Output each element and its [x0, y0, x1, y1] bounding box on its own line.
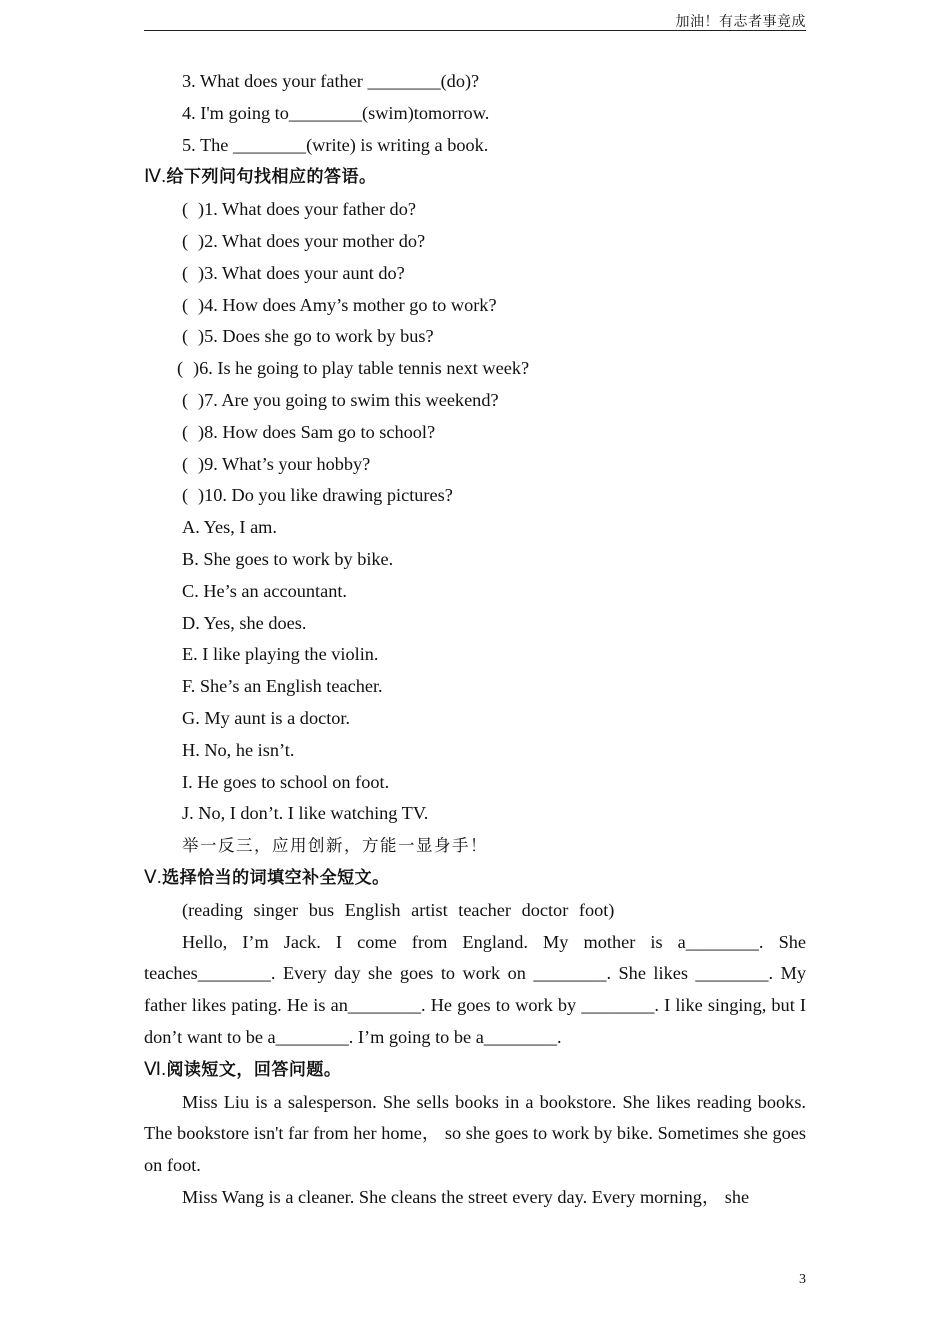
question-8: [144, 417, 806, 449]
question-text: )9. What’s your hobby?: [198, 453, 371, 474]
question-6: [144, 353, 806, 385]
question-text: )2. What does your mother do?: [198, 230, 426, 251]
answer-option-g: G. My aunt is a doctor.: [182, 707, 351, 728]
answer-option-j: J. No, I don’t. I like watching TV.: [182, 803, 429, 824]
question-7: [144, 385, 806, 417]
question-5: [144, 321, 806, 353]
fill-item-5: 5. The ________(write) is writing a book.: [182, 134, 489, 155]
section-6-heading: [144, 1054, 806, 1087]
section-6-title: 阅读短文，回答问题。: [166, 1059, 342, 1080]
cloze-passage: Hello, I’m Jack. I come from England. My mother is a________. She teaches________. Every day she goes to work on ________. She likes ________. My father likes pating. He is an________. He goes to work by ________. I like singing, but I don’t want to be a________. I’m going to be a________.: [144, 931, 806, 1047]
question-3: [144, 258, 806, 290]
answer-blank[interactable]: (: [182, 262, 189, 283]
answer-blank[interactable]: (: [182, 389, 189, 410]
answer-blank[interactable]: (: [182, 421, 189, 442]
fill-item-4: 4. I'm going to________(swim)tomorrow.: [182, 102, 490, 123]
answer-option-b: B. She goes to work by bike.: [182, 548, 394, 569]
header-rule: [144, 30, 806, 31]
answer-blank[interactable]: (: [182, 199, 189, 220]
reading-paragraph-1: Miss Liu is a salesperson. She sells books in a bookstore. She likes reading books. The bookstore isn't far from her home， so she goes to work by bike. Sometimes she goes on foot.: [144, 1091, 806, 1176]
answer-option-a: A. Yes, I am.: [182, 517, 277, 538]
fill-item-3: 3. What does your father ________(do)?: [182, 71, 480, 91]
question-9: [144, 449, 806, 481]
answer-blank[interactable]: (: [182, 230, 189, 251]
answer-blank[interactable]: (: [182, 294, 189, 315]
question-2: [144, 226, 806, 258]
question-text: )7. Are you going to swim this weekend?: [198, 389, 499, 410]
question-text: )1. What does your father do?: [198, 199, 416, 220]
answer-blank[interactable]: (: [177, 358, 184, 379]
answer-option-c: C. He’s an accountant.: [182, 580, 347, 601]
header-motto: 加油！有志者事竟成: [675, 15, 806, 30]
question-text: )4. How does Amy’s mother go to work?: [198, 294, 497, 315]
motto-line: 举一反三，应用创新，方能一显身手！: [182, 836, 488, 856]
answer-blank[interactable]: (: [182, 326, 189, 347]
word-bank: (reading singer bus English artist teacher doctor foot): [182, 899, 615, 920]
answer-option-h: H. No, he isn’t.: [182, 739, 295, 760]
section-5-heading: [144, 862, 806, 895]
answer-option-d: D. Yes, she does.: [182, 612, 307, 633]
section-4-heading: [144, 161, 806, 194]
question-text: )5. Does she go to work by bus?: [198, 326, 434, 347]
section-4-title: 给下列问句找相应的答语。: [166, 167, 377, 188]
answer-option-f: F. She’s an English teacher.: [182, 676, 383, 697]
question-text: )10. Do you like drawing pictures?: [198, 485, 453, 506]
section-4-number: Ⅳ.: [144, 166, 167, 187]
section-5-title: 选择恰当的词填空补全短文。: [162, 867, 390, 888]
section-5-number: Ⅴ.: [144, 866, 163, 887]
question-text: )6. Is he going to play table tennis next week?: [193, 358, 530, 379]
question-text: )8. How does Sam go to school?: [198, 421, 436, 442]
question-1: [144, 194, 806, 226]
answer-option-e: E. I like playing the violin.: [182, 644, 379, 665]
question-10: [144, 480, 806, 512]
question-text: )3. What does your aunt do?: [198, 262, 405, 283]
answer-option-i: I. He goes to school on foot.: [182, 771, 390, 792]
question-4: [144, 290, 806, 322]
section-6-number: Ⅵ.: [144, 1058, 167, 1079]
answer-blank[interactable]: (: [182, 485, 189, 506]
page-number: 3: [799, 1272, 806, 1287]
answer-blank[interactable]: (: [182, 453, 189, 474]
worksheet-content: [144, 66, 806, 1214]
reading-paragraph-2: Miss Wang is a cleaner. She cleans the street every day. Every morning， she: [182, 1186, 750, 1207]
